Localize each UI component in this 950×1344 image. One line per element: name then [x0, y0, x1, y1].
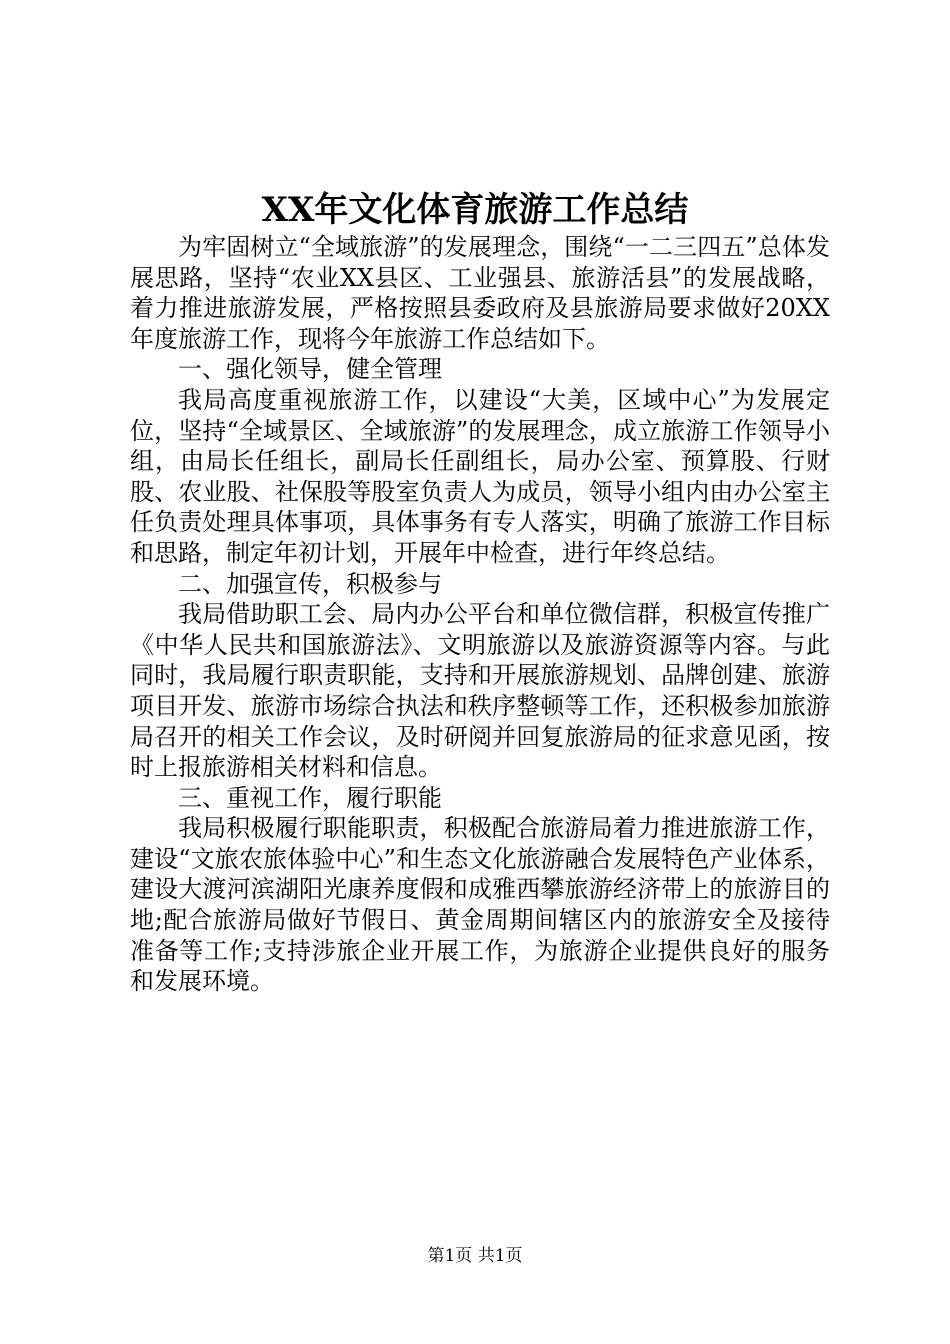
section-paragraph-1: 我局高度重视旅游工作，以建设“大美，区域中心”为发展定位，坚持“全域景区、全域旅游”的发展理念，成立旅游工作领导小组，由局长任组长，副局长任副组长，局办公室、预算股、行财股、农业股、社保股等股室负责人为成员，领导小组内由办公室主任负责处理具体事项，具体事务有专人落实，明确了旅游工作目标和思路，制定年初计划，开展年中检查，进行年终总结。 — [130, 385, 830, 567]
section-heading-3: 三、重视工作，履行职能 — [178, 783, 442, 812]
intro-paragraph: 为牢固树立“全域旅游”的发展理念，围绕“一二三四五”总体发展思路，坚持“农业XX县区、工业强县、旅游活县”的发展战略，着力推进旅游发展，严格按照县委政府及县旅游局要求做好20XX年度旅游工作，现将今年旅游工作总结如下。 — [130, 233, 830, 353]
section-heading-2: 二、加强宣传，积极参与 — [178, 569, 442, 598]
document-title: XX年文化体育旅游工作总结 — [261, 190, 689, 230]
document-body — [130, 232, 830, 997]
section-paragraph-3: 我局积极履行职能职责，积极配合旅游局着力推进旅游工作，建设“文旅农旅体验中心”和生态文化旅游融合发展特色产业体系，建设大渡河滨湖阳光康养度假和成雅西攀旅游经济带上的旅游目的地;配合旅游局做好节假日、黄金周期间辖区内的旅游安全及接待准备等工作;支持涉旅企业开展工作，为旅游企业提供良好的服务和发展环境。 — [130, 814, 830, 996]
section-paragraph-2: 我局借助职工会、局内办公平台和单位微信群，积极宣传推广《中华人民共和国旅游法》、文明旅游以及旅游资源等内容。与此同时，我局履行职责职能，支持和开展旅游规划、品牌创建、旅游项目开发、旅游市场综合执法和秩序整顿等工作，还积极参加旅游局召开的相关工作会议，及时研阅并回复旅游局的征求意见函，按时上报旅游相关材料和信息。 — [130, 600, 830, 782]
page-number: 第1页 共1页 — [427, 1246, 523, 1266]
section-heading-1: 一、强化领导，健全管理 — [178, 355, 442, 384]
